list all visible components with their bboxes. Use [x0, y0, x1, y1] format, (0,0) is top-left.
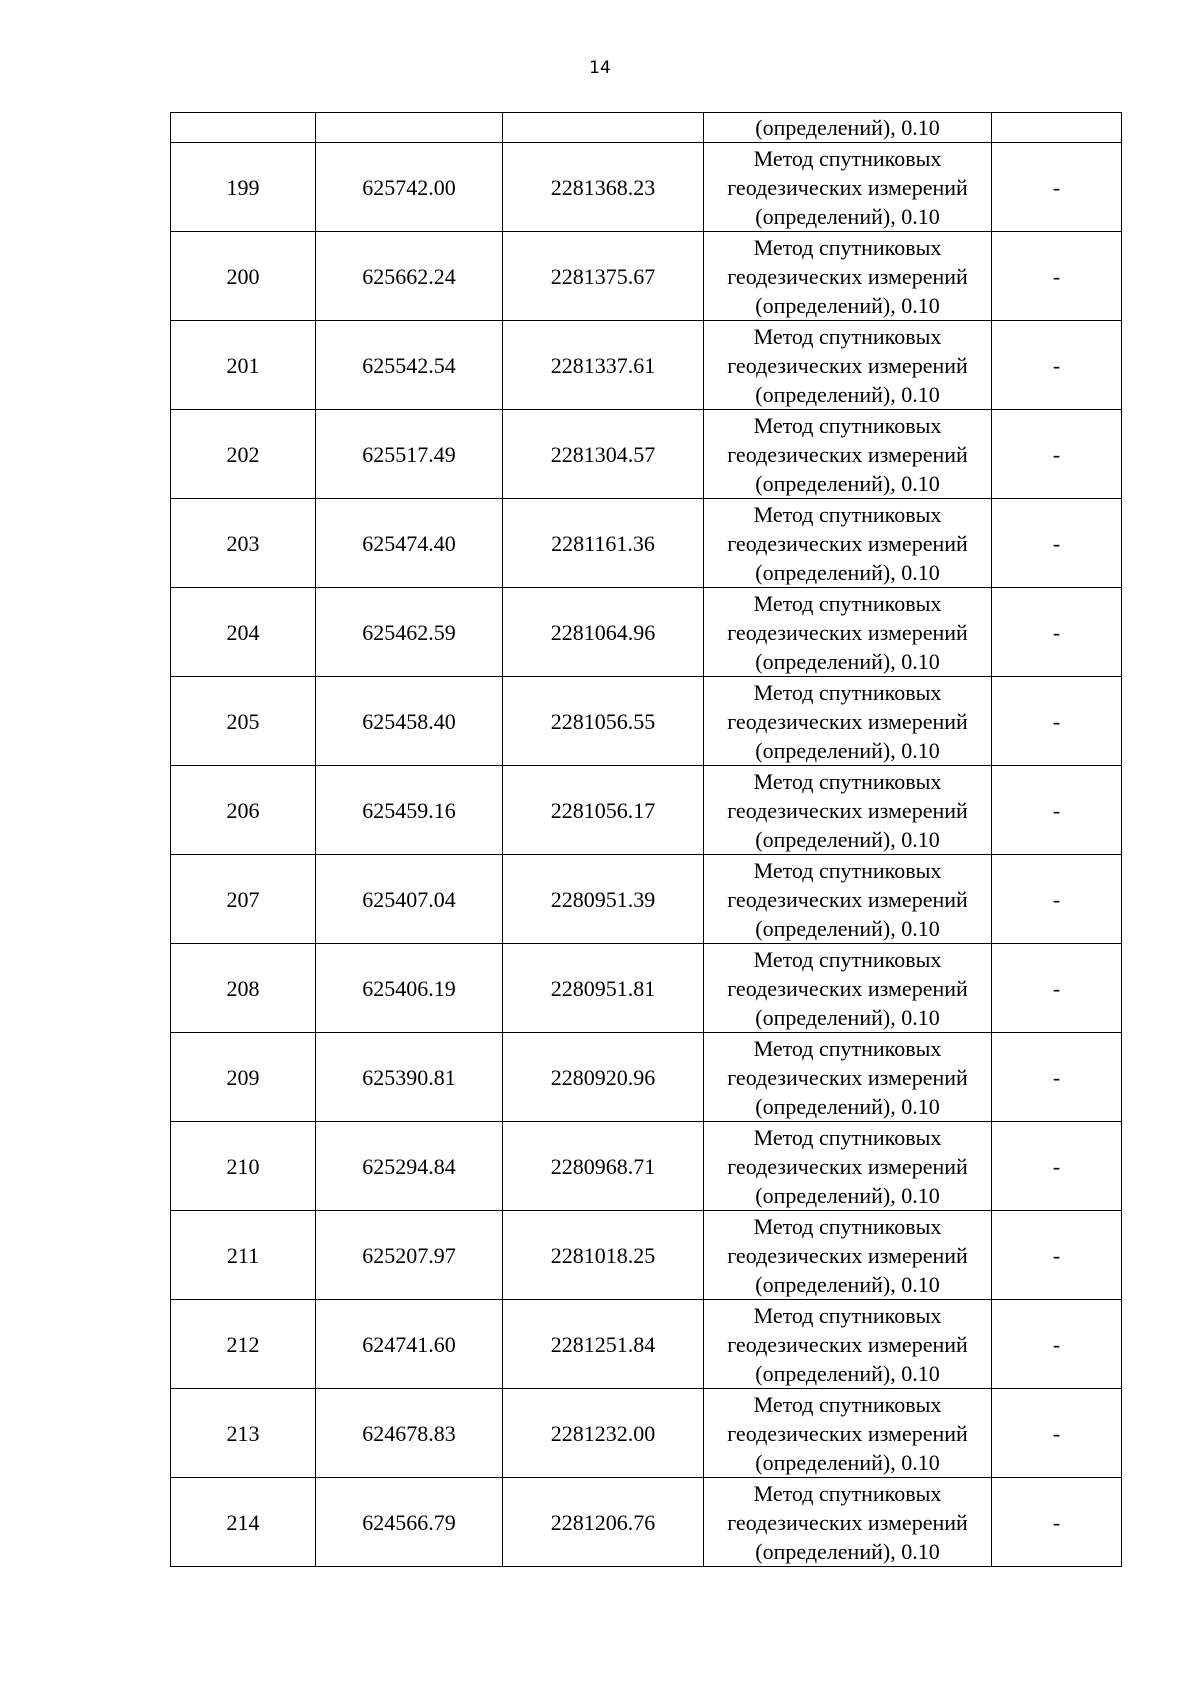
note-cell: - [992, 588, 1122, 677]
continuation-row [171, 113, 1122, 143]
method-line: (определений), 0.10 [755, 915, 940, 941]
note-cell: - [992, 1122, 1122, 1211]
table-row [171, 1300, 1122, 1389]
method-line: (определений), 0.10 [755, 381, 940, 407]
method-line: геодезических измерений [727, 530, 968, 556]
note-cell: - [992, 143, 1122, 232]
coordinates-table-body [171, 113, 1122, 1567]
method-line: геодезических измерений [727, 263, 968, 289]
note-cell: - [992, 321, 1122, 410]
method-cell [704, 677, 992, 766]
method-cell [704, 232, 992, 321]
method-line: (определений), 0.10 [755, 737, 940, 763]
table-row [171, 1033, 1122, 1122]
method-cell [704, 321, 992, 410]
y-coordinate-cell: 2281232.00 [503, 1389, 704, 1478]
x-coordinate-cell: 624678.83 [316, 1389, 503, 1478]
table-row [171, 321, 1122, 410]
method-line: геодезических измерений [727, 797, 968, 823]
note-cell: - [992, 855, 1122, 944]
method-line: Метод спутниковых [753, 1480, 942, 1506]
note-cell: - [992, 1389, 1122, 1478]
note-cell: - [992, 1211, 1122, 1300]
x-coordinate-cell: 625542.54 [316, 321, 503, 410]
x-coordinate-cell: 625517.49 [316, 410, 503, 499]
table-row [171, 944, 1122, 1033]
table-row [171, 766, 1122, 855]
method-cell [704, 1300, 992, 1389]
method-line: (определений), 0.10 [755, 1449, 940, 1475]
method-cell [704, 143, 992, 232]
note-cell: - [992, 1300, 1122, 1389]
method-line: (определений), 0.10 [755, 1360, 940, 1386]
method-line: Метод спутниковых [753, 1124, 942, 1150]
y-coordinate-cell: 2281337.61 [503, 321, 704, 410]
table-row [171, 588, 1122, 677]
y-coordinate-cell: 2281018.25 [503, 1211, 704, 1300]
method-cell [704, 1478, 992, 1567]
page-number: 14 [589, 58, 611, 78]
method-line: геодезических измерений [727, 1331, 968, 1357]
note-cell: - [992, 766, 1122, 855]
method-line: геодезических измерений [727, 1509, 968, 1535]
y-coordinate-cell: 2281206.76 [503, 1478, 704, 1567]
method-line: Метод спутниковых [753, 768, 942, 794]
point-number-cell: 211 [171, 1211, 316, 1300]
point-number-cell: 200 [171, 232, 316, 321]
coordinates-table [170, 112, 1122, 1567]
method-line: геодезических измерений [727, 1153, 968, 1179]
method-line: (определений), 0.10 [755, 648, 940, 674]
y-coordinate-cell: 2281251.84 [503, 1300, 704, 1389]
method-line: (определений), 0.10 [755, 1093, 940, 1119]
y-coordinate-cell: 2280920.96 [503, 1033, 704, 1122]
method-line: (определений), 0.10 [755, 1538, 940, 1564]
y-coordinate-cell: 2281064.96 [503, 588, 704, 677]
method-line: геодезических измерений [727, 619, 968, 645]
point-number-cell: 207 [171, 855, 316, 944]
note-cell [992, 113, 1122, 143]
method-line: Метод спутниковых [753, 946, 942, 972]
method-line: геодезических измерений [727, 174, 968, 200]
method-line: Метод спутниковых [753, 1035, 942, 1061]
x-coordinate-cell: 625458.40 [316, 677, 503, 766]
point-number-cell: 203 [171, 499, 316, 588]
table-row [171, 499, 1122, 588]
method-line: геодезических измерений [727, 352, 968, 378]
point-number-cell: 213 [171, 1389, 316, 1478]
x-coordinate-cell: 625406.19 [316, 944, 503, 1033]
note-cell: - [992, 232, 1122, 321]
point-number-cell: 204 [171, 588, 316, 677]
x-coordinate-cell: 625662.24 [316, 232, 503, 321]
method-line: геодезических измерений [727, 1242, 968, 1268]
x-coordinate-cell: 625459.16 [316, 766, 503, 855]
x-coordinate-cell: 625742.00 [316, 143, 503, 232]
method-line: (определений), 0.10 [755, 826, 940, 852]
method-cell [704, 1122, 992, 1211]
method-line: Метод спутниковых [753, 679, 942, 705]
point-number-cell: 214 [171, 1478, 316, 1567]
point-number-cell: 208 [171, 944, 316, 1033]
y-coordinate-cell: 2281304.57 [503, 410, 704, 499]
y-coordinate-cell: 2281056.17 [503, 766, 704, 855]
y-coordinate-cell: 2281368.23 [503, 143, 704, 232]
y-coordinate-cell: 2280968.71 [503, 1122, 704, 1211]
table-row [171, 143, 1122, 232]
method-line: Метод спутниковых [753, 323, 942, 349]
method-cell [704, 410, 992, 499]
y-coordinate-cell: 2281161.36 [503, 499, 704, 588]
x-coordinate-cell: 624566.79 [316, 1478, 503, 1567]
x-coordinate-cell: 625294.84 [316, 1122, 503, 1211]
note-cell: - [992, 677, 1122, 766]
note-cell: - [992, 1033, 1122, 1122]
x-coordinate-cell: 624741.60 [316, 1300, 503, 1389]
method-cell [704, 588, 992, 677]
point-number-cell: 201 [171, 321, 316, 410]
note-cell: - [992, 1478, 1122, 1567]
table-row [171, 1389, 1122, 1478]
method-cell [704, 499, 992, 588]
method-cell [704, 855, 992, 944]
note-cell: - [992, 499, 1122, 588]
x-coordinate-cell: 625390.81 [316, 1033, 503, 1122]
method-cell [704, 944, 992, 1033]
method-line: геодезических измерений [727, 886, 968, 912]
table-row [171, 232, 1122, 321]
method-line: Метод спутниковых [753, 1391, 942, 1417]
method-line: (определений), 0.10 [755, 1271, 940, 1297]
point-number-cell: 205 [171, 677, 316, 766]
method-line: Метод спутниковых [753, 590, 942, 616]
method-line: Метод спутниковых [753, 1302, 942, 1328]
y-coordinate-cell: 2280951.81 [503, 944, 704, 1033]
y-coordinate-cell: 2281056.55 [503, 677, 704, 766]
point-number-cell: 209 [171, 1033, 316, 1122]
method-line: (определений), 0.10 [755, 1182, 940, 1208]
y-coordinate-cell: 2280951.39 [503, 855, 704, 944]
table-row [171, 1122, 1122, 1211]
y-coordinate-cell [503, 113, 704, 143]
method-line: (определений), 0.10 [755, 559, 940, 585]
point-number-cell: 202 [171, 410, 316, 499]
note-cell: - [992, 410, 1122, 499]
method-line: (определений), 0.10 [755, 470, 940, 496]
method-line: геодезических измерений [727, 975, 968, 1001]
x-coordinate-cell [316, 113, 503, 143]
method-line: Метод спутниковых [753, 1213, 942, 1239]
point-number-cell: 210 [171, 1122, 316, 1211]
method-cell [704, 766, 992, 855]
method-line: геодезических измерений [727, 708, 968, 734]
method-line: Метод спутниковых [753, 857, 942, 883]
table-row [171, 410, 1122, 499]
y-coordinate-cell: 2281375.67 [503, 232, 704, 321]
method-line: геодезических измерений [727, 441, 968, 467]
table-row [171, 1478, 1122, 1567]
x-coordinate-cell: 625462.59 [316, 588, 503, 677]
method-line: Метод спутниковых [753, 145, 942, 171]
x-coordinate-cell: 625474.40 [316, 499, 503, 588]
table-row [171, 1211, 1122, 1300]
table-row [171, 677, 1122, 766]
table-row [171, 855, 1122, 944]
x-coordinate-cell: 625207.97 [316, 1211, 503, 1300]
note-cell: - [992, 944, 1122, 1033]
method-cell [704, 1389, 992, 1478]
method-line: геодезических измерений [727, 1064, 968, 1090]
method-cell: (определений), 0.10 [704, 113, 992, 143]
method-line: (определений), 0.10 [755, 1004, 940, 1030]
point-number-cell: 212 [171, 1300, 316, 1389]
method-line: геодезических измерений [727, 1420, 968, 1446]
method-line: Метод спутниковых [753, 412, 942, 438]
point-number-cell [171, 113, 316, 143]
method-line: (определений), 0.10 [755, 203, 940, 229]
method-cell [704, 1033, 992, 1122]
x-coordinate-cell: 625407.04 [316, 855, 503, 944]
method-cell [704, 1211, 992, 1300]
point-number-cell: 206 [171, 766, 316, 855]
point-number-cell: 199 [171, 143, 316, 232]
method-line: (определений), 0.10 [755, 292, 940, 318]
method-line: Метод спутниковых [753, 501, 942, 527]
method-line: Метод спутниковых [753, 234, 942, 260]
